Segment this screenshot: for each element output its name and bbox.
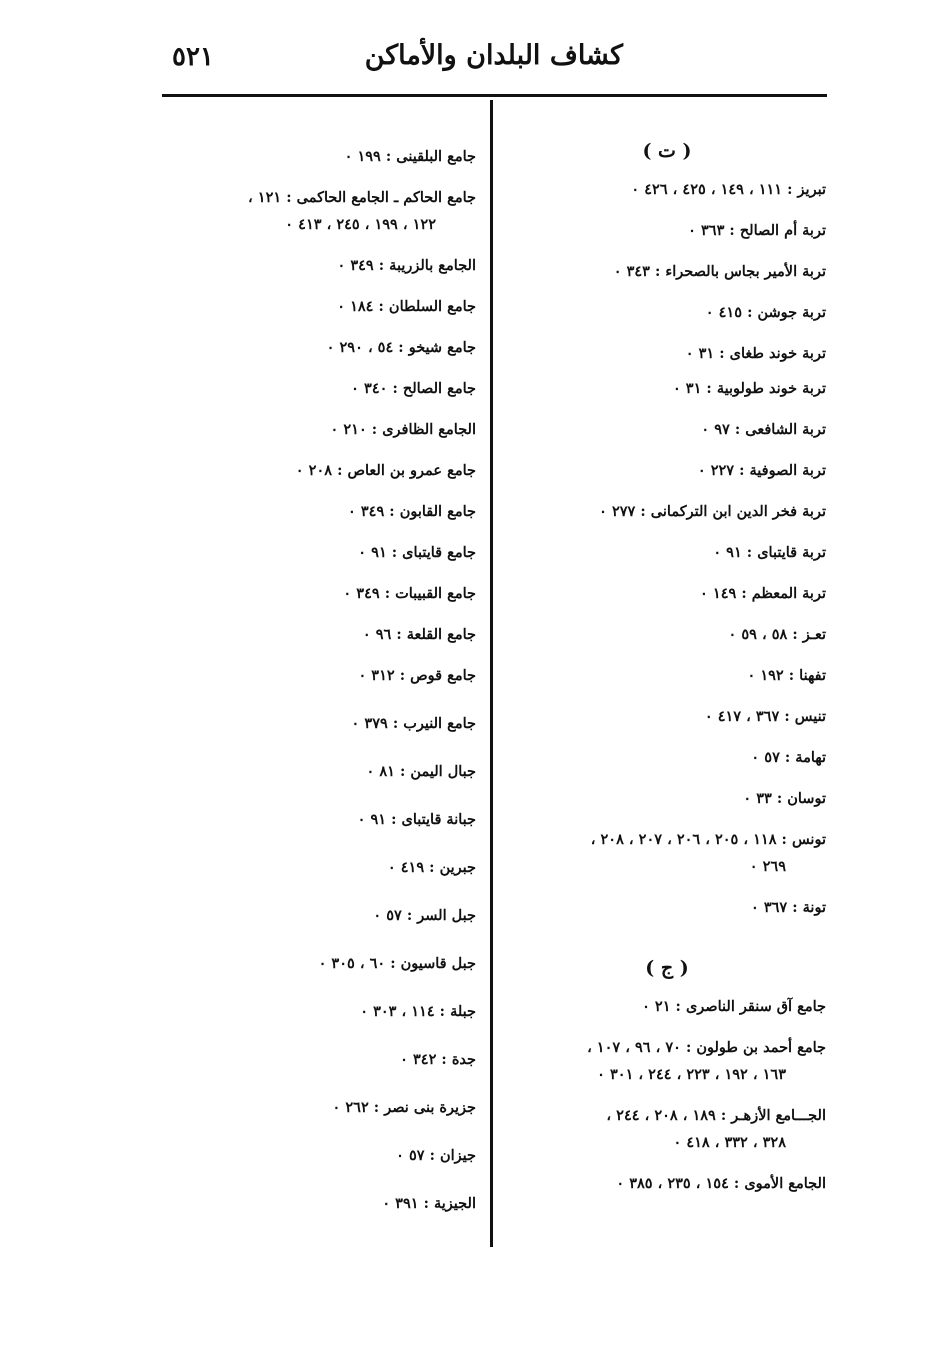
index-entry: جدة : ٣٤٢ ٠: [400, 1051, 476, 1068]
index-entry-continuation: ٣٢٨ ، ٣٣٢ ، ٤١٨ ٠: [673, 1134, 786, 1151]
index-entry: الجامع بالزريبة : ٣٤٩ ٠: [337, 257, 476, 274]
index-entry: تهامة : ٥٧ ٠: [751, 749, 826, 766]
index-entry: الجامع الظافرى : ٢١٠ ٠: [330, 421, 476, 438]
index-entry: الجيزية : ٣٩١ ٠: [382, 1195, 476, 1212]
index-entry: تعـز : ٥٨ ، ٥٩ ٠: [728, 626, 826, 643]
page-number: ٥٢١: [172, 42, 214, 72]
index-entry: تربة جوشن : ٤١٥ ٠: [705, 304, 826, 321]
right-index-column: [508, 140, 826, 1197]
index-entry: تفهنا : ١٩٢ ٠: [747, 667, 826, 684]
section-heading-ta: ( ت ): [642, 140, 692, 162]
index-entry: تونس : ١١٨ ، ٢٠٥ ، ٢٠٦ ، ٢٠٧ ، ٢٠٨ ،: [590, 831, 826, 848]
left-index-column: [158, 143, 476, 1217]
index-entry: تربة أم الصالح : ٣٦٣ ٠: [688, 222, 826, 239]
index-entry: تربة خوند طولوبية : ٣١ ٠: [672, 380, 826, 397]
index-entry: جامع البلقينى : ١٩٩ ٠: [344, 148, 476, 165]
index-entry: جبرين : ٤١٩ ٠: [387, 859, 476, 876]
index-entry-continuation: ١٦٣ ، ١٩٢ ، ٢٢٣ ، ٢٤٤ ، ٣٠١ ٠: [597, 1066, 786, 1083]
index-entry: جامع النيرب : ٣٧٩ ٠: [351, 715, 476, 732]
index-entry: جامع عمرو بن العاص : ٢٠٨ ٠: [295, 462, 476, 479]
index-entry: جامع الحاكم ـ الجامع الحاكمى : ١٢١ ،: [248, 189, 476, 206]
index-entry: جامع القابون : ٣٤٩ ٠: [348, 503, 476, 520]
column-divider: [490, 100, 493, 1247]
index-entry: جامع القبيبات : ٣٤٩ ٠: [343, 585, 476, 602]
index-entry: جيزان : ٥٧ ٠: [396, 1147, 476, 1164]
header-rule: [162, 94, 827, 97]
index-entry-continuation: ٢٦٩ ٠: [749, 858, 786, 875]
index-entry: جامع السلطان : ١٨٤ ٠: [337, 298, 476, 315]
index-entry: تربة المعظم : ١٤٩ ٠: [700, 585, 826, 602]
index-entry: جزيرة بنى نصر : ٢٦٢ ٠: [332, 1099, 476, 1116]
index-entry: تونة : ٣٦٧ ٠: [750, 899, 826, 916]
index-entry: تربة قايتباى : ٩١ ٠: [713, 544, 826, 561]
index-entry: تربة خوند طغاى : ٣١ ٠: [685, 345, 826, 362]
index-entry: تربة الصوفية : ٢٢٧ ٠: [697, 462, 826, 479]
index-entry: جبل السر : ٥٧ ٠: [373, 907, 476, 924]
index-entry-continuation: ١٢٢ ، ١٩٩ ، ٢٤٥ ، ٤١٣ ٠: [285, 216, 436, 233]
index-entry: جبال اليمن : ٨١ ٠: [366, 763, 476, 780]
index-entry: جامع أحمد بن طولون : ٧٠ ، ٩٦ ، ١٠٧ ،: [587, 1039, 826, 1056]
index-entry: الجامع الأموى : ١٥٤ ، ٢٣٥ ، ٣٨٥ ٠: [616, 1175, 826, 1192]
index-entry: جامع الصالح : ٣٤٠ ٠: [351, 380, 476, 397]
index-entry: توسان : ٣٣ ٠: [743, 790, 826, 807]
index-entry: جامع القلعة : ٩٦ ٠: [362, 626, 476, 643]
index-entry: جامع شيخو : ٥٤ ، ٢٩٠ ٠: [326, 339, 476, 356]
page-title: كشاف البلدان والأماكن: [364, 40, 623, 71]
index-entry: جامع آق سنقر الناصرى : ٢١ ٠: [642, 998, 826, 1015]
index-entry: الجـــامع الأزهـر : ١٨٩ ، ٢٠٨ ، ٢٤٤ ،: [606, 1107, 826, 1124]
index-entry: تنيس : ٣٦٧ ، ٤١٧ ٠: [704, 708, 826, 725]
index-entry: جبل قاسيون : ٦٠ ، ٣٠٥ ٠: [318, 955, 476, 972]
index-entry: تبريز : ١١١ ، ١٤٩ ، ٤٢٥ ، ٤٢٦ ٠: [631, 181, 826, 198]
index-entry: جامع قايتباى : ٩١ ٠: [358, 544, 476, 561]
index-entry: جبلة : ١١٤ ، ٣٠٣ ٠: [360, 1003, 476, 1020]
index-entry: جبانة قايتباى : ٩١ ٠: [357, 811, 476, 828]
index-entry: تربة الأمير بجاس بالصحراء : ٣٤٣ ٠: [613, 263, 826, 280]
section-heading-jim: ( ج ): [645, 957, 689, 979]
index-entry: تربة الشافعى : ٩٧ ٠: [701, 421, 826, 438]
index-entry: جامع قوص : ٣١٢ ٠: [358, 667, 476, 684]
index-entry: تربة فخر الدين ابن التركمانى : ٢٧٧ ٠: [599, 503, 826, 520]
